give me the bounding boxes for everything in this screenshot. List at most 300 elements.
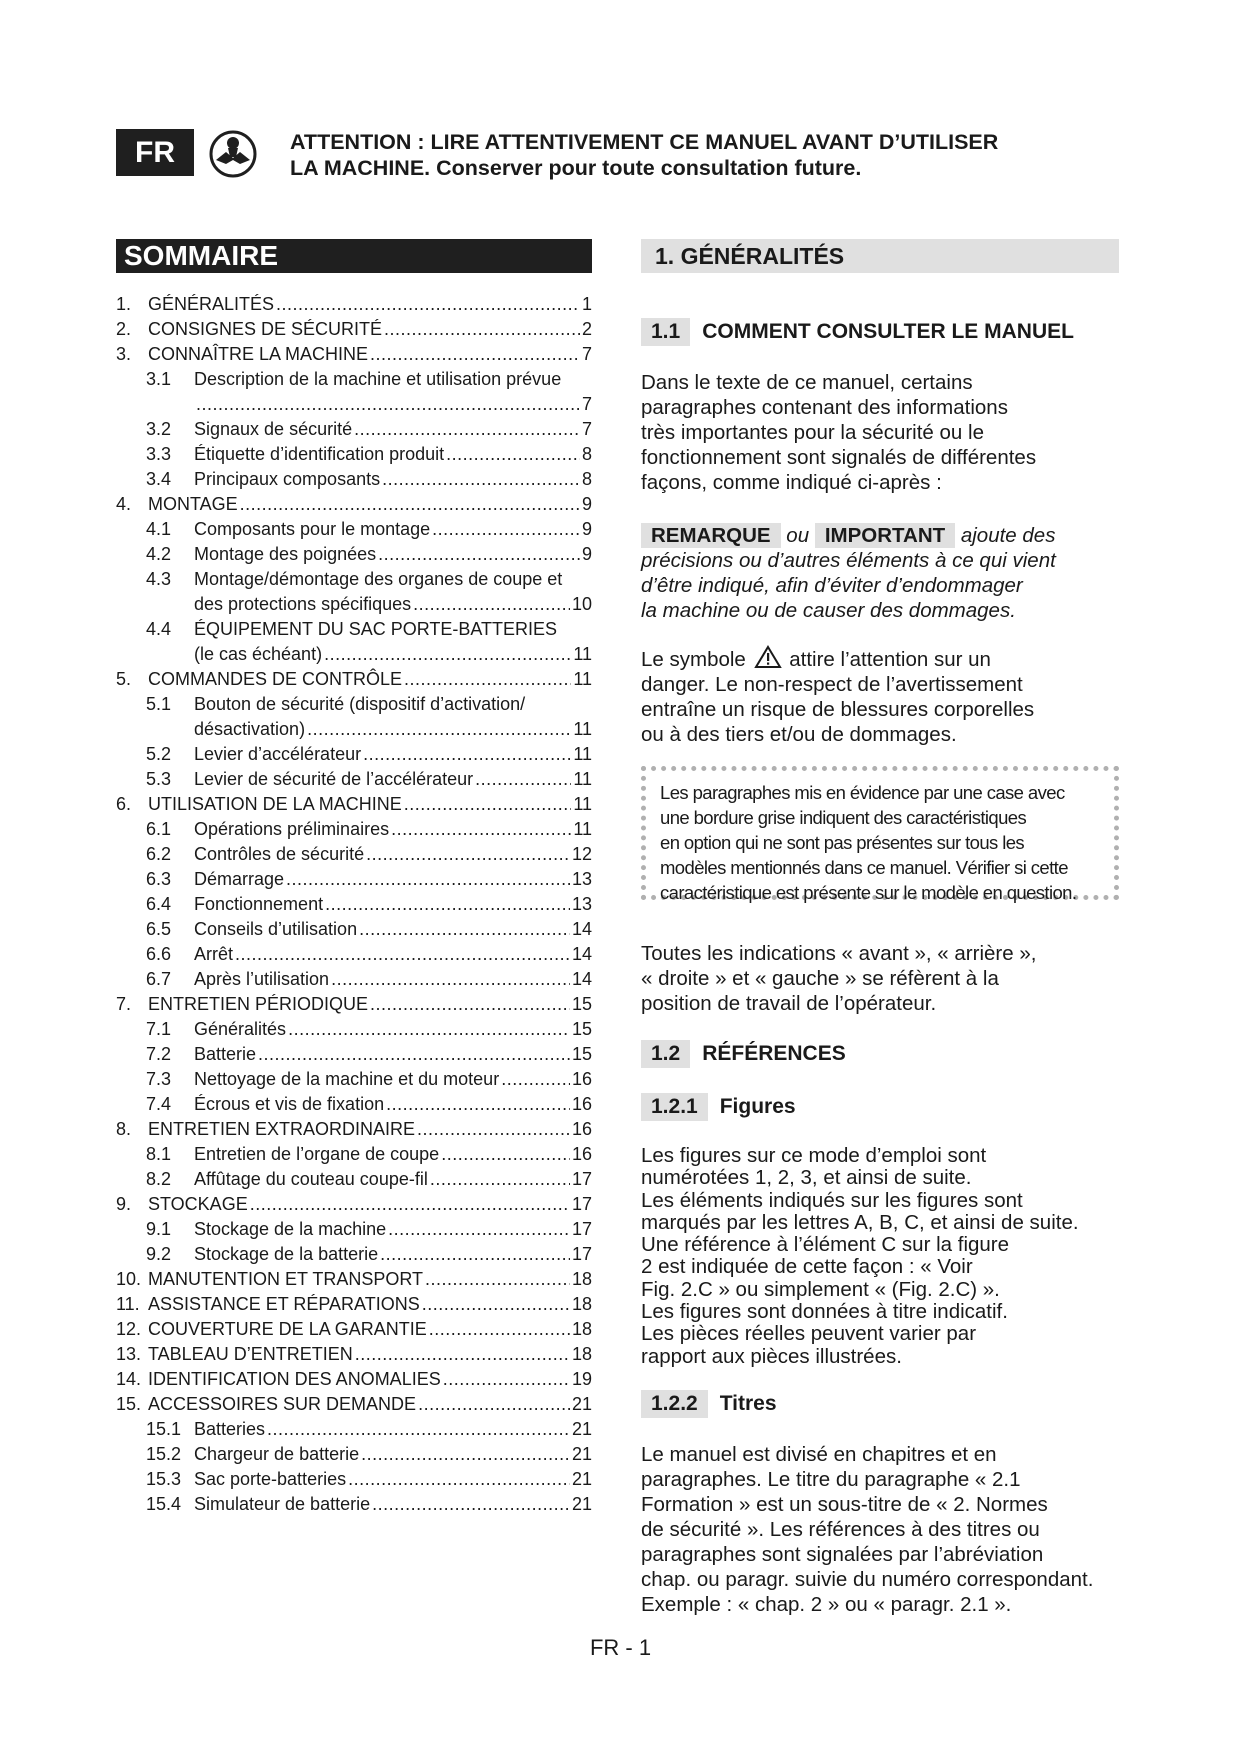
toc-entry-title: Écrous et vis de fixation	[194, 1094, 385, 1114]
toc-entry-title: Chargeur de batterie	[194, 1444, 360, 1464]
toc-entry-number: 9.1	[146, 1219, 172, 1239]
toc-entry-page: 17	[571, 1219, 592, 1239]
toc-entry[interactable]	[116, 765, 592, 790]
toc-entry[interactable]	[116, 1390, 592, 1415]
toc-entry-page: 11	[573, 794, 592, 814]
toc-entry-page: 18	[571, 1319, 592, 1339]
toc-leader-dots	[404, 794, 572, 815]
toc-entry[interactable]	[116, 715, 592, 740]
toc-entry-title: GÉNÉRALITÉS	[148, 294, 275, 314]
toc-entry[interactable]	[116, 1115, 592, 1140]
toc-entry-page: 18	[571, 1294, 592, 1314]
toc-entry-title: COUVERTURE DE LA GARANTIE	[148, 1319, 427, 1339]
text-line: d’être indiqué, afin d’éviter d’endommager	[641, 574, 1023, 597]
important-tag: IMPORTANT	[815, 523, 955, 548]
text-line: numérotées 1, 2, 3, et ainsi de suite.	[641, 1166, 972, 1190]
toc-entry-page: 13	[571, 869, 592, 889]
toc-entry[interactable]	[116, 1490, 592, 1515]
symbol-paragraph	[641, 645, 1034, 747]
toc-leader-dots	[425, 1269, 570, 1290]
toc-entry-number: 6.	[116, 794, 132, 814]
text-line: Les figures sur ce mode d’emploi sont	[641, 1144, 987, 1167]
or-text: ou	[786, 524, 810, 547]
toc-entry[interactable]	[116, 615, 592, 640]
toc-entry-page: 11	[573, 744, 592, 764]
toc-entry-title: ASSISTANCE ET RÉPARATIONS	[148, 1294, 420, 1314]
language-badge: FR	[116, 129, 194, 176]
text-line: paragraphes sont signalées par l’abréviation	[641, 1543, 1044, 1566]
toc-leader-dots	[430, 1169, 570, 1190]
text-line: la machine ou de causer des dommages.	[641, 599, 1016, 622]
text-line: Le manuel est divisé en chapitres et en	[641, 1443, 997, 1466]
toc-entry-number: 6.5	[146, 919, 172, 939]
toc-entry-title: désactivation)	[194, 719, 306, 739]
toc-entry[interactable]	[116, 1090, 592, 1115]
toc-entry[interactable]	[116, 665, 592, 690]
section-1-2-2-heading	[641, 1390, 777, 1418]
toc-entry[interactable]	[116, 1290, 592, 1315]
toc-entry-number: 8.	[116, 1119, 132, 1139]
toc-entry-title: Stockage de la batterie	[194, 1244, 379, 1264]
toc-entry-title: TABLEAU D’ENTRETIEN	[148, 1344, 353, 1364]
toc-entry-title: ACCESSOIRES SUR DEMANDE	[148, 1394, 417, 1414]
toc-entry-title: Affûtage du couteau coupe-fil	[194, 1169, 428, 1189]
toc-entry-title: MONTAGE	[148, 494, 238, 514]
toc-entry-page: 1	[581, 294, 592, 314]
toc-entry-page: 16	[571, 1094, 592, 1114]
toc-entry-page: 21	[571, 1494, 592, 1514]
toc-leader-dots	[417, 1119, 570, 1140]
text-line: Les éléments indiqués sur les figures sont	[641, 1188, 1023, 1212]
toc-entry[interactable]	[116, 1365, 592, 1390]
toc-entry[interactable]	[116, 1265, 592, 1290]
toc-leader-dots	[235, 944, 570, 965]
toc-entry-title: Contrôles de sécurité	[194, 844, 365, 864]
intro-paragraph	[641, 370, 1036, 495]
toc-entry-title: ENTRETIEN EXTRAORDINAIRE	[148, 1119, 416, 1139]
toc-entry-number: 5.1	[146, 694, 172, 714]
toc-entry[interactable]	[116, 1165, 592, 1190]
toc-entry-title: Conseils d’utilisation	[194, 919, 358, 939]
figures-paragraph	[641, 1145, 1079, 1368]
toc-leader-dots	[380, 1244, 570, 1265]
toc-entry-number: 3.1	[146, 369, 172, 389]
toc-leader-dots	[429, 1319, 570, 1340]
toc-leader-dots	[363, 744, 571, 765]
toc-entry-number: 6.1	[146, 819, 172, 839]
section-1-1-heading	[641, 318, 1074, 346]
toc-entry-page: 11	[573, 669, 592, 689]
toc-entry-number: 3.4	[146, 469, 172, 489]
toc-leader-dots	[250, 1194, 570, 1215]
toc-entry-page: 2	[581, 319, 592, 339]
text-line: une bordure grise indiquent des caractéristiques	[660, 807, 1027, 828]
toc-entry-title: UTILISATION DE LA MACHINE	[148, 794, 402, 814]
text-line: 2 est indiquée de cette façon : « Voir	[641, 1255, 973, 1279]
toc-entry[interactable]	[116, 315, 592, 340]
toc-entry-title: Levier d’accélérateur	[194, 744, 362, 764]
text-line: danger. Le non-respect de l’avertissement	[641, 673, 1023, 696]
toc-entry-title: CONSIGNES DE SÉCURITÉ	[148, 319, 383, 339]
text-line: modèles mentionnés dans ce manuel. Vérifier si cette	[660, 857, 1068, 878]
toc-leader-dots	[446, 444, 580, 465]
text-fragment: attire l’attention sur un	[789, 648, 991, 671]
toc-entry[interactable]	[116, 465, 592, 490]
toc-leader-dots	[354, 419, 580, 440]
toc-entry-page: 7	[581, 419, 592, 439]
toc-leader-dots	[501, 1069, 570, 1090]
section-title: COMMENT CONSULTER LE MANUEL	[702, 320, 1074, 343]
toc-entry-title: COMMANDES DE CONTRÔLE	[148, 669, 403, 689]
table-of-contents	[116, 290, 592, 1515]
toc-entry-title: Généralités	[194, 1019, 287, 1039]
section-1-2-heading	[641, 1040, 846, 1068]
toc-leader-dots	[240, 494, 580, 515]
toc-entry-page: 7	[581, 394, 592, 414]
toc-entry-page: 13	[571, 894, 592, 914]
toc-entry[interactable]	[116, 965, 592, 990]
toc-entry-title: Bouton de sécurité (dispositif d’activation/	[194, 694, 526, 714]
remarque-tag: REMARQUE	[641, 523, 781, 548]
toc-entry-number: 6.4	[146, 894, 172, 914]
text-line: « droite » et « gauche » se réfèrent à la	[641, 967, 999, 990]
toc-entry-page: 16	[571, 1144, 592, 1164]
toc-entry-page: 9	[581, 519, 592, 539]
optional-feature-box	[641, 766, 1119, 903]
toc-entry-title: Montage/démontage des organes de coupe et	[194, 569, 563, 589]
toc-entry-page: 9	[581, 494, 592, 514]
toc-entry[interactable]	[116, 365, 592, 390]
toc-entry-number: 2.	[116, 319, 132, 339]
toc-leader-dots	[422, 1294, 570, 1315]
toc-leader-dots	[443, 1369, 570, 1390]
toc-entry-number: 9.	[116, 1194, 132, 1214]
toc-entry[interactable]	[116, 490, 592, 515]
warning-line-2: LA MACHINE. Conserver pour toute consultation future.	[290, 156, 862, 180]
toc-entry-page: 18	[571, 1269, 592, 1289]
toc-entry[interactable]	[116, 1015, 592, 1040]
toc-entry-title: Arrêt	[194, 944, 234, 964]
text-line: ou à des tiers et/ou de dommages.	[641, 723, 957, 746]
toc-entry[interactable]	[116, 1465, 592, 1490]
toc-entry-number: 11.	[116, 1294, 140, 1314]
text-line: Les pièces réelles peuvent varier par	[641, 1322, 977, 1346]
toc-entry[interactable]	[116, 1340, 592, 1365]
toc-entry-page: 8	[581, 444, 592, 464]
text-line: Toutes les indications « avant », « arrière »,	[641, 942, 1037, 965]
text-line: précisions ou d’autres éléments à ce qui vient	[641, 549, 1056, 572]
toc-entry-number: 12.	[116, 1319, 142, 1339]
toc-leader-dots	[286, 869, 570, 890]
toc-entry-number: 10.	[116, 1269, 142, 1289]
page-number: FR - 1	[589, 1635, 652, 1660]
toc-entry-page: 12	[571, 844, 592, 864]
text-line: marqués par les lettres A, B, C, et ainsi de suite.	[641, 1210, 1079, 1234]
toc-entry-page: 14	[571, 944, 592, 964]
toc-entry[interactable]	[116, 565, 592, 590]
toc-entry[interactable]	[116, 440, 592, 465]
text-line: Les figures sont données à titre indicatif.	[641, 1300, 1008, 1324]
toc-leader-dots	[361, 1444, 570, 1465]
toc-leader-dots	[355, 1344, 570, 1365]
toc-leader-dots	[307, 719, 571, 740]
toc-leader-dots	[441, 1144, 570, 1165]
toc-leader-dots	[391, 819, 571, 840]
toc-leader-dots	[370, 344, 580, 365]
section-title: Titres	[719, 1392, 777, 1415]
toc-leader-dots	[418, 1394, 570, 1415]
toc-entry-number: 15.4	[146, 1494, 182, 1514]
toc-entry-title: Composants pour le montage	[194, 519, 431, 539]
toc-leader-dots	[359, 919, 570, 940]
toc-entry-title: Signaux de sécurité	[194, 419, 353, 439]
text-line: de sécurité ». Les références à des titres ou	[641, 1518, 1040, 1541]
toc-entry[interactable]	[116, 690, 592, 715]
text-fragment: Le symbole	[641, 648, 746, 671]
toc-entry-number: 4.	[116, 494, 132, 514]
toc-entry-number: 6.7	[146, 969, 172, 989]
text-line: Formation » est un sous-titre de « 2. Normes	[641, 1493, 1048, 1516]
toc-entry-title: Après l’utilisation	[194, 969, 330, 989]
text-line: Dans le texte de ce manuel, certains	[641, 371, 973, 394]
toc-entry[interactable]	[116, 815, 592, 840]
toc-entry-title: IDENTIFICATION DES ANOMALIES	[148, 1369, 441, 1389]
toc-entry-page: 11	[573, 719, 592, 739]
toc-entry-number: 5.3	[146, 769, 172, 789]
indications-paragraph	[641, 941, 1036, 1016]
toc-entry-number: 3.2	[146, 419, 172, 439]
toc-entry-number: 7.	[116, 994, 132, 1014]
text-line: position de travail de l’opérateur.	[641, 992, 937, 1015]
toc-entry-page: 10	[571, 594, 592, 614]
toc-entry[interactable]	[116, 1315, 592, 1340]
toc-entry[interactable]	[116, 340, 592, 365]
text-line: très importantes pour la sécurité ou le	[641, 421, 984, 444]
toc-leader-dots	[288, 1019, 570, 1040]
toc-entry-page: 9	[581, 544, 592, 564]
toc-entry-number: 8.1	[146, 1144, 172, 1164]
toc-entry-title: Description de la machine et utilisation prévue	[194, 369, 562, 389]
text-line: Fig. 2.C » ou simplement « (Fig. 2.C) ».	[641, 1277, 1000, 1301]
toc-entry-title: ENTRETIEN PÉRIODIQUE	[148, 994, 369, 1014]
toc-entry-number: 3.3	[146, 444, 172, 464]
toc-entry-title: MANUTENTION ET TRANSPORT	[148, 1269, 424, 1289]
toc-entry[interactable]	[116, 940, 592, 965]
toc-entry-page: 14	[571, 969, 592, 989]
toc-entry-title: ÉQUIPEMENT DU SAC PORTE-BATTERIES	[194, 619, 558, 639]
toc-entry-title: STOCKAGE	[148, 1194, 248, 1214]
toc-entry-number: 4.4	[146, 619, 172, 639]
toc-entry-title: Batteries	[194, 1419, 266, 1439]
toc-entry-page: 7	[581, 344, 592, 364]
toc-entry-title: Batterie	[194, 1044, 257, 1064]
section-1-title: 1. GÉNÉRALITÉS	[641, 239, 1119, 273]
toc-leader-dots	[267, 1419, 570, 1440]
toc-entry[interactable]	[116, 390, 592, 415]
toc-entry-page: 19	[571, 1369, 592, 1389]
toc-leader-dots	[413, 594, 570, 615]
toc-entry[interactable]	[116, 990, 592, 1015]
toc-entry-number: 6.6	[146, 944, 172, 964]
toc-entry-title: CONNAÎTRE LA MACHINE	[148, 344, 369, 364]
toc-entry-page: 15	[571, 1019, 592, 1039]
toc-entry-number: 6.3	[146, 869, 172, 889]
titres-paragraph	[641, 1442, 1093, 1617]
text-line: Une référence à l’élément C sur la figure	[641, 1233, 1010, 1257]
toc-entry-number: 13.	[116, 1344, 142, 1364]
toc-entry-page: 21	[571, 1444, 592, 1464]
toc-entry[interactable]	[116, 840, 592, 865]
toc-entry[interactable]	[116, 1065, 592, 1090]
remarque-note	[641, 523, 1056, 623]
toc-entry[interactable]	[116, 590, 592, 615]
section-number: 1.1	[641, 318, 690, 346]
toc-entry[interactable]	[116, 640, 592, 665]
toc-entry[interactable]	[116, 890, 592, 915]
toc-entry-page: 8	[581, 469, 592, 489]
toc-leader-dots	[370, 994, 570, 1015]
toc-entry-number: 5.2	[146, 744, 172, 764]
toc-leader-dots	[372, 1494, 570, 1515]
section-number: 1.2	[641, 1040, 690, 1068]
toc-entry[interactable]	[116, 865, 592, 890]
toc-entry[interactable]	[116, 915, 592, 940]
toc-entry-number: 15.1	[146, 1419, 182, 1439]
toc-entry-number: 7.2	[146, 1044, 172, 1064]
toc-entry-number: 14.	[116, 1369, 142, 1389]
toc-entry-number: 15.	[116, 1394, 142, 1414]
toc-entry[interactable]	[116, 1040, 592, 1065]
text-line: Les paragraphes mis en évidence par une case avec	[660, 782, 1065, 803]
toc-leader-dots	[276, 294, 580, 315]
toc-entry-title: Entretien de l’organe de coupe	[194, 1144, 440, 1164]
toc-entry-page: 17	[571, 1194, 592, 1214]
toc-entry[interactable]	[116, 1140, 592, 1165]
section-title: Figures	[719, 1095, 796, 1118]
toc-entry-page: 17	[571, 1169, 592, 1189]
toc-entry-title: Levier de sécurité de l’accélérateur	[194, 769, 474, 789]
warning-header	[290, 129, 1090, 181]
toc-entry[interactable]	[116, 1215, 592, 1240]
toc-leader-dots	[348, 1469, 570, 1490]
text-line: paragraphes. Le titre du paragraphe « 2.1	[641, 1468, 1021, 1491]
toc-leader-dots	[382, 469, 580, 490]
text-line: entraîne un risque de blessures corporelles	[641, 698, 1035, 721]
text-line: en option qui ne sont pas présentes sur tous les	[660, 832, 1025, 853]
toc-entry-title: Fonctionnement	[194, 894, 324, 914]
toc-entry-page: 15	[571, 994, 592, 1014]
toc-entry-number: 9.2	[146, 1244, 172, 1264]
toc-entry-page: 14	[571, 919, 592, 939]
toc-entry-number: 5.	[116, 669, 132, 689]
toc-entry-title: Opérations préliminaires	[194, 819, 390, 839]
toc-entry-title: Stockage de la machine	[194, 1219, 387, 1239]
toc-leader-dots	[404, 669, 571, 690]
toc-entry-page: 11	[573, 819, 592, 839]
section-title: RÉFÉRENCES	[702, 1042, 846, 1065]
toc-entry-number: 8.2	[146, 1169, 172, 1189]
toc-entry-title: des protections spécifiques	[194, 594, 412, 614]
toc-entry[interactable]	[116, 540, 592, 565]
toc-entry[interactable]	[116, 515, 592, 540]
toc-entry-number: 15.2	[146, 1444, 182, 1464]
toc-entry-page: 11	[573, 769, 592, 789]
toc-entry-title: Étiquette d’identification produit	[194, 444, 445, 464]
toc-entry-number: 15.3	[146, 1469, 182, 1489]
text-line: caractéristique est présente sur le modèle en question.	[660, 882, 1077, 903]
warning-triangle-icon	[754, 645, 782, 669]
toc-entry-page: 16	[571, 1069, 592, 1089]
toc-leader-dots	[196, 394, 580, 415]
section-number: 1.2.2	[641, 1390, 708, 1418]
toc-entry-page: 21	[571, 1419, 592, 1439]
section-1-2-1-heading	[641, 1093, 796, 1121]
text-line: chap. ou paragr. suivie du numéro correspondant.	[641, 1568, 1094, 1591]
toc-entry-page: 17	[571, 1244, 592, 1264]
toc-entry-page: 16	[571, 1119, 592, 1139]
toc-leader-dots	[475, 769, 571, 790]
toc-entry[interactable]	[116, 290, 592, 315]
toc-leader-dots	[388, 1219, 570, 1240]
toc-entry-title: Démarrage	[194, 869, 285, 889]
toc-entry[interactable]	[116, 790, 592, 815]
toc-entry-number: 7.1	[146, 1019, 172, 1039]
toc-entry[interactable]	[116, 1415, 592, 1440]
text-line: Exemple : « chap. 2 » ou « paragr. 2.1 ».	[641, 1593, 1012, 1616]
toc-leader-dots	[432, 519, 580, 540]
toc-entry-page: 11	[573, 644, 592, 664]
toc-entry[interactable]	[116, 1440, 592, 1465]
toc-leader-dots	[331, 969, 570, 990]
toc-entry[interactable]	[116, 1240, 592, 1265]
remarque-text: ajoute des	[960, 524, 1056, 547]
toc-leader-dots	[325, 894, 570, 915]
warning-line-1: ATTENTION : LIRE ATTENTIVEMENT CE MANUEL AVANT D’UTILISER	[290, 130, 999, 154]
toc-entry-title: Sac porte-batteries	[194, 1469, 347, 1489]
text-line: paragraphes contenant des informations	[641, 396, 1008, 419]
toc-entry-title: Principaux composants	[194, 469, 381, 489]
toc-entry-number: 7.3	[146, 1069, 172, 1089]
toc-leader-dots	[258, 1044, 570, 1065]
toc-entry-title: Nettoyage de la machine et du moteur	[194, 1069, 500, 1089]
toc-leader-dots	[378, 544, 580, 565]
toc-entry[interactable]	[116, 740, 592, 765]
toc-entry-title: Simulateur de batterie	[194, 1494, 371, 1514]
toc-entry-number: 7.4	[146, 1094, 172, 1114]
toc-leader-dots	[366, 844, 570, 865]
toc-entry-number: 6.2	[146, 844, 172, 864]
toc-entry-page: 21	[571, 1394, 592, 1414]
toc-entry[interactable]	[116, 1190, 592, 1215]
toc-entry-number: 4.3	[146, 569, 172, 589]
toc-entry-number: 1.	[116, 294, 132, 314]
read-manual-icon	[206, 130, 260, 178]
toc-entry-title: Montage des poignées	[194, 544, 377, 564]
section-number: 1.2.1	[641, 1093, 708, 1121]
toc-leader-dots	[384, 319, 580, 340]
text-line: rapport aux pièces illustrées.	[641, 1344, 902, 1368]
toc-entry-page: 21	[571, 1469, 592, 1489]
text-line: façons, comme indiqué ci-après :	[641, 471, 942, 494]
toc-entry-number: 4.1	[146, 519, 172, 539]
toc-entry-page: 18	[571, 1344, 592, 1364]
toc-entry-title: (le cas échéant)	[194, 644, 323, 664]
toc-entry-number: 3.	[116, 344, 132, 364]
toc-entry[interactable]	[116, 415, 592, 440]
toc-entry-page: 15	[571, 1044, 592, 1064]
toc-title: SOMMAIRE	[116, 239, 592, 273]
toc-leader-dots	[386, 1094, 570, 1115]
